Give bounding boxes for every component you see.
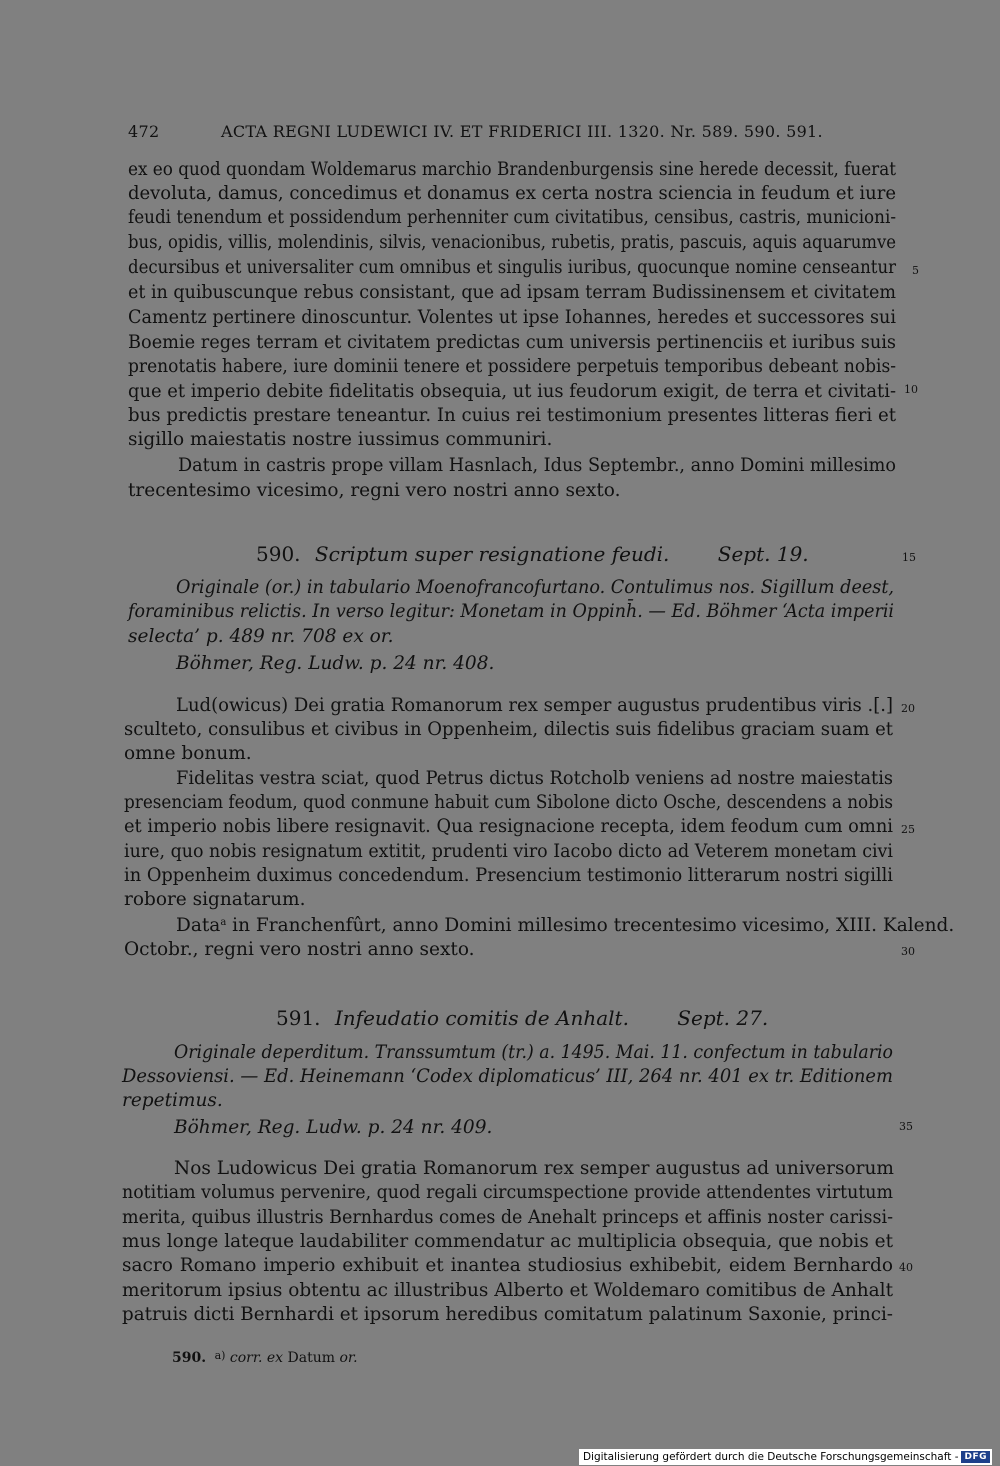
line-number: 10 [904, 383, 918, 396]
text-line: omne bonum. [124, 743, 252, 764]
doc-591-heading [276, 1004, 768, 1032]
text-line: Lud(owicus) Dei gratia Romanorum rex semper augustus prudentibus viris .[.] [176, 695, 893, 716]
text-line: ex eo quod quondam Woldemarus marchio Brandenburgensis sine herede decessit, fuerat [128, 159, 896, 180]
footnote-doc-number: 590. [172, 1350, 207, 1366]
text-line: et in quibuscunque rebus consistant, que ad ipsam terram Budissinensem et civitatem [128, 282, 896, 303]
text-line: prenotatis habere, iure dominii tenere et possidere perpetuis temporibus debeant nobis- [128, 356, 896, 377]
footnote-text: corr. ex [229, 1350, 284, 1366]
text-line: que et imperio debite fidelitatis obsequia, ut ius feudorum exigit, de terra et civitati- [128, 381, 896, 402]
footnote-mark: a) [214, 1349, 226, 1362]
regest-line: Böhmer, Reg. Ludw. p. 24 nr. 409. [174, 1117, 493, 1138]
footnote-mark: a [220, 917, 227, 928]
source-line: foraminibus relictis. In verso legitur: Monetam in Oppinh̄. — Ed. Böhmer ‘Acta imperii [128, 601, 894, 622]
text-line: notitiam volumus pervenire, quod regali circumspectione provide attendentes virtutum [122, 1182, 893, 1203]
text-line: et imperio nobis libere resignavit. Qua resignacione recepta, idem feodum cum omni [124, 816, 893, 837]
footnote-text: Datum [287, 1350, 336, 1366]
text-line: sculteto, consulibus et civibus in Oppenheim, dilectis suis fidelibus graciam suam et [124, 719, 893, 740]
datum-line: Datum in castris prope villam Hasnlach, Idus Septembr., anno Domini millesimo [178, 455, 896, 476]
doc-number: 590. [256, 542, 301, 566]
line-number: 35 [899, 1120, 913, 1133]
source-line: Originale deperditum. Transsumtum (tr.) a. 1495. Mai. 11. confectum in tabulario [174, 1042, 893, 1063]
source-line: repetimus. [122, 1090, 223, 1111]
regest-line: Böhmer, Reg. Ludw. p. 24 nr. 408. [176, 653, 495, 674]
text-line: decursibus et universaliter cum omnibus et singulis iuribus, quocunque nomine censeantur [128, 257, 896, 278]
line-number: 40 [899, 1261, 913, 1274]
credit-text: Digitalisierung gefördert durch die Deutsche Forschungsgemeinschaft - [582, 1451, 959, 1463]
text-line: bus, opidis, villis, molendinis, silvis, venacionibus, rubetis, pratis, pascuis, aquis aquarumve [128, 232, 896, 253]
source-line: Originale (or.) in tabulario Moenofrancofurtano. Contulimus nos. Sigillum deest, [176, 577, 894, 598]
dfg-logo-icon: DFG [961, 1451, 990, 1463]
text-line: iure, quo nobis resignatum extitit, prudenti viro Iacobo dicto ad Veterem monetam civi [124, 841, 893, 862]
footnote-text: or. [339, 1350, 358, 1366]
datum-line: trecentesimo vicesimo, regni vero nostri anno sexto. [128, 480, 621, 501]
text-line: bus predictis prestare teneantur. In cuius rei testimonium presentes litteras fieri et [128, 405, 896, 426]
doc-title: Infeudatio comitis de Anhalt. [334, 1006, 629, 1030]
text-line: mus longe lateque laudabiliter commendatur ac multiplicia obsequia, que nobis et [122, 1231, 893, 1252]
text-line: Camentz pertinere dinoscuntur. Volentes ut ipse Iohannes, heredes et successores sui [128, 307, 896, 328]
line-number: 15 [902, 551, 916, 564]
line-number: 30 [901, 945, 915, 958]
text-line: Fidelitas vestra sciat, quod Petrus dictus Rotcholb veniens ad nostre maiestatis [176, 768, 893, 789]
text-line: in Oppenheim duximus concedendum. Presencium testimonio litterarum nostri sigilli [124, 865, 893, 886]
data-word: Data [176, 915, 221, 936]
text-line: feudi tenendum et possidendum perhenniter cum civitatibus, censibus, castris, municioni- [128, 207, 896, 228]
line-number: 5 [912, 264, 919, 277]
data-line [176, 914, 954, 938]
text-line: merita, quibus illustris Bernhardus comes de Anehalt princeps et affinis noster carissi- [122, 1207, 893, 1228]
footnote [172, 1349, 358, 1366]
text-line: sacro Romano imperio exhibuit et inantea studiosius exhibebit, eidem Bernhardo [122, 1255, 893, 1276]
text-line: robore signatarum. [124, 889, 306, 910]
doc-590-heading [256, 540, 809, 568]
digitization-credit [579, 1449, 992, 1465]
data-line: Octobr., regni vero nostri anno sexto. [124, 939, 475, 960]
doc-number: 591. [276, 1006, 321, 1030]
source-line: selecta’ p. 489 nr. 708 ex or. [128, 626, 394, 647]
text-line: meritorum ipsius obtentu ac illustribus Alberto et Woldemaro comitibus de Anhalt [122, 1280, 893, 1301]
text-line: Boemie reges terram et civitatem predictas cum universis pertinenciis et iuribus suis [128, 332, 896, 353]
data-rest: in Franchenfûrt, anno Domini millesimo trecentesimo vicesimo, XIII. Kalend. [226, 915, 955, 936]
running-title: ACTA REGNI LUDEWICI IV. ET FRIDERICI III. 1320. Nr. 589. 590. 591. [221, 122, 823, 141]
text-line: sigillo maiestatis nostre iussimus communiri. [128, 429, 553, 450]
page-number: 472 [128, 122, 160, 141]
text-line: patruis dicti Bernhardi et ipsorum heredibus comitatum palatinum Saxonie, princi- [122, 1304, 893, 1325]
source-line: Dessoviensi. — Ed. Heinemann ‘Codex diplomaticus’ III, 264 nr. 401 ex tr. Editionem [122, 1066, 893, 1087]
text-line: devoluta, damus, concedimus et donamus ex certa nostra sciencia in feudum et iure [128, 183, 896, 204]
doc-title: Scriptum super resignatione feudi. [314, 542, 670, 566]
text-line: Nos Ludowicus Dei gratia Romanorum rex semper augustus ad universorum [174, 1158, 894, 1179]
line-number: 25 [901, 823, 915, 836]
doc-date: Sept. 19. [717, 542, 809, 566]
line-number: 20 [901, 702, 915, 715]
text-line: presenciam feodum, quod conmune habuit cum Sibolone dicto Osche, descendens a nobis [124, 792, 893, 813]
doc-date: Sept. 27. [677, 1006, 769, 1030]
